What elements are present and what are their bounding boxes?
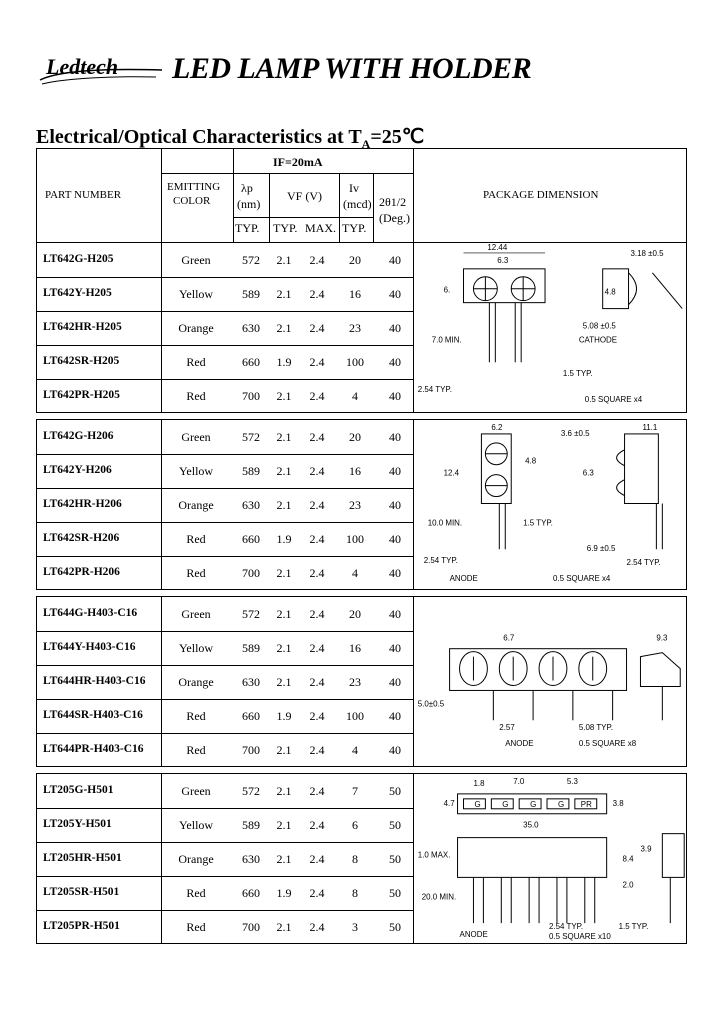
svg-text:1.5 TYP.: 1.5 TYP. <box>618 922 649 932</box>
document-title: LED LAMP WITH HOLDER <box>172 52 532 85</box>
svg-text:1.8: 1.8 <box>473 778 485 788</box>
svg-text:1.5 TYP.: 1.5 TYP. <box>523 518 553 528</box>
svg-text:Ledtech: Ledtech <box>46 54 119 79</box>
svg-text:20.0 MIN.: 20.0 MIN. <box>421 892 457 902</box>
svg-text:CATHODE: CATHODE <box>578 335 618 345</box>
header-part-number: PART NUMBER <box>45 189 122 201</box>
svg-text:6.3: 6.3 <box>497 255 509 265</box>
svg-text:ANODE: ANODE <box>449 574 478 584</box>
table-row: LT642SR-H206 Red 660 1.9 2.4 100 40 <box>43 532 401 546</box>
svg-text:2.54 TYP.: 2.54 TYP. <box>423 556 458 566</box>
table-header <box>36 148 687 243</box>
svg-text:2.57: 2.57 <box>499 723 515 733</box>
table-row: LT644PR-H403-C16 Red 700 2.1 2.4 4 40 <box>43 743 401 757</box>
svg-text:5.08 ±0.5: 5.08 ±0.5 <box>582 321 616 331</box>
group-h403 <box>36 596 687 767</box>
svg-text:6.7: 6.7 <box>503 633 515 643</box>
table-row: LT642PR-H206 Red 700 2.1 2.4 4 40 <box>43 566 401 580</box>
table-row: LT644HR-H403-C16 Orange 630 2.1 2.4 23 40 <box>43 675 401 689</box>
svg-text:2.54 TYP.: 2.54 TYP. <box>626 558 661 568</box>
header-lambda: λp <box>241 181 253 195</box>
header-color: COLOR <box>173 195 211 207</box>
table-row: LT642G-H206 Green 572 2.1 2.4 20 40 <box>43 430 401 444</box>
svg-text:6.: 6. <box>443 285 451 295</box>
table-row: LT642HR-H205 Orange 630 2.1 2.4 23 40 <box>43 321 401 335</box>
svg-text:PR: PR <box>580 799 592 809</box>
header-emitting: EMITTING <box>167 181 221 193</box>
table-row: LT205SR-H501 Red 660 1.9 2.4 8 50 <box>43 886 401 900</box>
package-drawing-h206 <box>413 420 687 589</box>
svg-text:ANODE: ANODE <box>505 739 534 749</box>
header-iv-unit: (mcd) <box>343 197 372 211</box>
svg-text:1.0 MAX.: 1.0 MAX. <box>417 850 451 860</box>
svg-text:2.0: 2.0 <box>622 880 634 890</box>
svg-text:3.6 ±0.5: 3.6 ±0.5 <box>560 428 590 438</box>
svg-text:8.4: 8.4 <box>622 854 634 864</box>
group-h206 <box>36 419 687 590</box>
table-row: LT205PR-H501 Red 700 2.1 2.4 3 50 <box>43 920 401 934</box>
header-typ2: TYP. <box>273 221 298 235</box>
header-angle-unit: (Deg.) <box>379 211 410 225</box>
header-typ3: TYP. <box>342 221 367 235</box>
svg-text:0.5 SQUARE x4: 0.5 SQUARE x4 <box>584 395 643 405</box>
svg-text:2.54 TYP.: 2.54 TYP. <box>417 385 452 395</box>
svg-text:G: G <box>530 799 537 809</box>
svg-text:1.5 TYP.: 1.5 TYP. <box>562 369 593 379</box>
svg-text:12.44: 12.44 <box>487 243 508 252</box>
table-row: LT642PR-H205 Red 700 2.1 2.4 4 40 <box>43 389 401 403</box>
svg-text:9.3: 9.3 <box>656 633 668 643</box>
table-row: LT205G-H501 Green 572 2.1 2.4 7 50 <box>43 784 401 798</box>
svg-text:0.5 SQUARE x4: 0.5 SQUARE x4 <box>552 574 611 584</box>
svg-text:3.9: 3.9 <box>640 844 652 854</box>
svg-text:G: G <box>502 799 509 809</box>
svg-text:ANODE: ANODE <box>459 930 488 940</box>
package-drawing-h205 <box>413 243 687 412</box>
svg-text:6.2: 6.2 <box>491 422 503 432</box>
header-iv: Iv <box>349 181 359 195</box>
svg-text:G: G <box>474 799 481 809</box>
svg-text:3.18 ±0.5: 3.18 ±0.5 <box>630 248 664 258</box>
svg-text:6.9 ±0.5: 6.9 ±0.5 <box>586 544 616 554</box>
svg-text:0.5 SQUARE x8: 0.5 SQUARE x8 <box>578 739 637 749</box>
svg-text:0.5 SQUARE x10: 0.5 SQUARE x10 <box>549 932 611 942</box>
svg-text:35.0: 35.0 <box>523 820 539 830</box>
table-row: LT642Y-H205 Yellow 589 2.1 2.4 16 40 <box>43 287 401 301</box>
svg-text:G: G <box>557 799 565 809</box>
ledtech-logo <box>36 50 166 90</box>
svg-text:4.8: 4.8 <box>604 287 616 297</box>
package-drawing-h403 <box>413 597 687 766</box>
svg-text:11.1: 11.1 <box>642 422 658 432</box>
header-vf: VF (V) <box>287 189 322 203</box>
table-row: LT642HR-H206 Orange 630 2.1 2.4 23 40 <box>43 498 401 512</box>
table-row: LT205HR-H501 Orange 630 2.1 2.4 8 50 <box>43 852 401 866</box>
svg-text:4.8: 4.8 <box>525 456 537 466</box>
svg-text:12.4: 12.4 <box>443 468 460 478</box>
svg-text:5.08 TYP.: 5.08 TYP. <box>578 723 613 733</box>
svg-text:7.0 MIN.: 7.0 MIN. <box>431 335 462 345</box>
svg-text:4.7: 4.7 <box>443 798 455 808</box>
section-title: Electrical/Optical Characteristics at $T_A=25℃$ <box>36 126 425 151</box>
header-angle: 2θ1/2 <box>379 195 407 209</box>
svg-text:7.0: 7.0 <box>513 776 525 786</box>
table-row: LT205Y-H501 Yellow 589 2.1 2.4 6 50 <box>43 818 401 832</box>
group-h205 <box>36 242 687 413</box>
header-package: PACKAGE DIMENSION <box>483 189 599 201</box>
table-row: LT644Y-H403-C16 Yellow 589 2.1 2.4 16 40 <box>43 641 401 655</box>
header-max: MAX. <box>305 221 337 235</box>
table-row: LT644SR-H403-C16 Red 660 1.9 2.4 100 40 <box>43 709 401 723</box>
header-condition: IF=20mA <box>273 155 323 169</box>
svg-text:3.8: 3.8 <box>612 798 624 808</box>
table-row: LT642SR-H205 Red 660 1.9 2.4 100 40 <box>43 355 401 369</box>
svg-text:6.3: 6.3 <box>582 468 594 478</box>
table-row: LT642Y-H206 Yellow 589 2.1 2.4 16 40 <box>43 464 401 478</box>
svg-text:2.54 TYP.: 2.54 TYP. <box>549 922 584 932</box>
svg-text:10.0 MIN.: 10.0 MIN. <box>427 518 463 528</box>
table-row: LT644G-H403-C16 Green 572 2.1 2.4 20 40 <box>43 607 401 621</box>
package-drawing-h501 <box>413 774 687 943</box>
group-h501 <box>36 773 687 944</box>
svg-text:5.0±0.5: 5.0±0.5 <box>417 699 445 709</box>
header-lambda-unit: (nm) <box>237 197 261 211</box>
svg-text:5.3: 5.3 <box>566 776 578 786</box>
table-row: LT642G-H205 Green 572 2.1 2.4 20 40 <box>43 253 401 267</box>
header-typ: TYP. <box>235 221 260 235</box>
